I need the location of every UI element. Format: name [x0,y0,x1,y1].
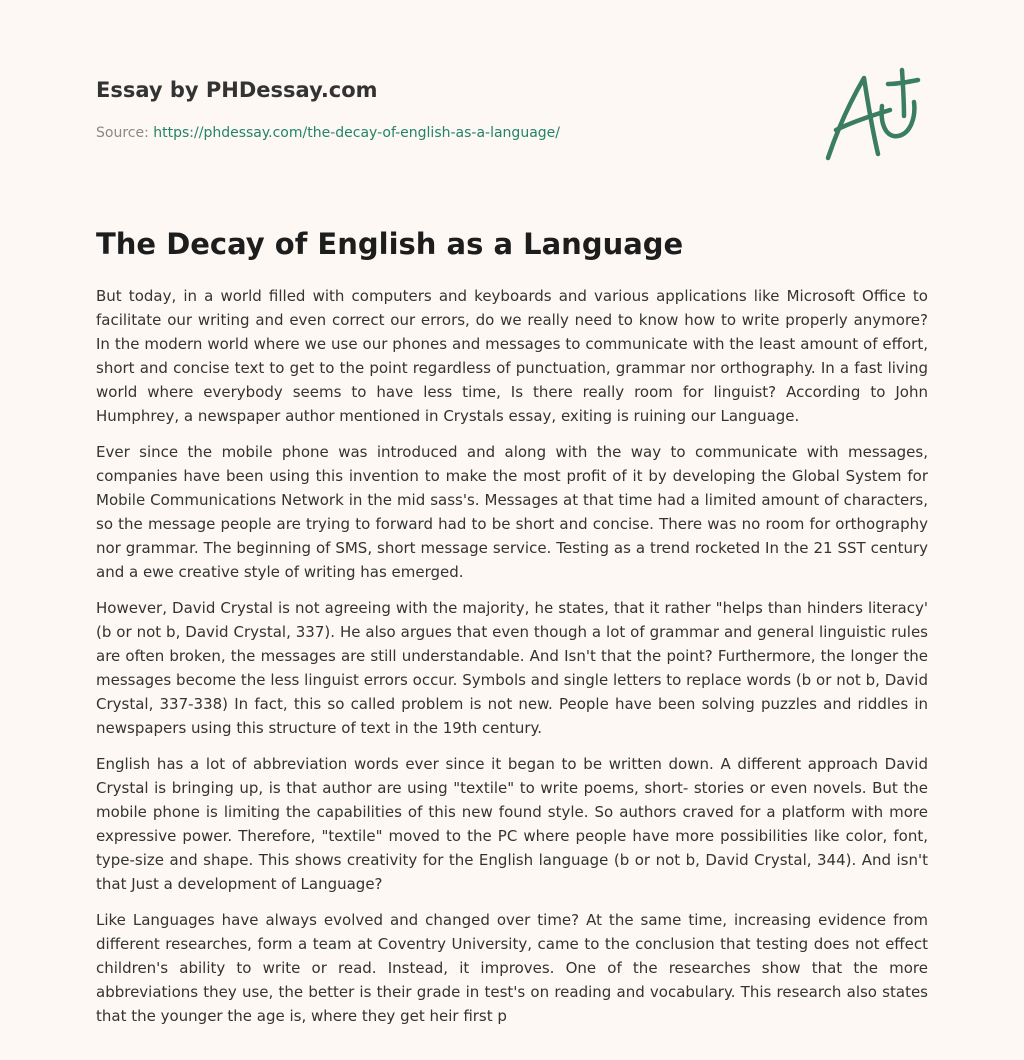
source-label: Source: [96,125,149,141]
essay-paragraph: But today, in a world filled with computers and keyboards and various applications like Microsoft Office to facilitate our writing and even correct our errors, do we really need to know how to write properly anymore? In the modern world where we use our phones and messages to communicate with the least amount of effort, short and concise text to get to the point regardless of punctuation, grammar nor orthography. In a fast living world where everybody seems to have less time, Is there really room for linguist? According to John Humphrey, a newspaper author mentioned in Crystals essay, exiting is ruining our Language. [96,287,928,425]
site-title: Essay by PHDessay.com [96,78,378,102]
a-plus-icon [822,66,932,166]
essay-title: The Decay of English as a Language [96,227,684,261]
source-link[interactable]: https://phdessay.com/the-decay-of-english-as-a-language/ [153,125,560,141]
source-line [96,124,560,142]
page-header [96,76,560,142]
essay-body [96,284,928,1060]
essay-paragraph: Like Languages have always evolved and changed over time? At the same time, increasing evidence from different researches, form a team at Coventry University, came to the conclusion that testing does not effect children's ability to write or read. Instead, it improves. One of the researches show that the more abbreviations they use, the better is their grade in test's on reading and vocabulary. This research also states that the younger the age is, where they get heir first p [96,911,928,1025]
essay-paragraph: Ever since the mobile phone was introduced and along with the way to communicate with messages, companies have been using this invention to make the most profit of it by developing the Global System for Mobile Communications Network in the mid sass's. Messages at that time had a limited amount of characters, so the message people are trying to forward had to be short and concise. There was no room for orthography nor grammar. The beginning of SMS, short message service. Testing as a trend rocketed In the 21 SST century and a ewe creative style of writing has emerged. [96,443,928,581]
essay-paragraph: English has a lot of abbreviation words ever since it began to be written down. A different approach David Crystal is bringing up, is that author are using "textile" to write poems, short- stories or even novels. But the mobile phone is limiting the capabilities of this new found style. So authors craved for a platform with more expressive power. Therefore, "textile" moved to the PC where people have more possibilities like color, font, type-size and shape. This shows creativity for the English language (b or not b, David Crystal, 344). And isn't that Just a development of Language? [96,755,928,893]
essay-paragraph: However, David Crystal is not agreeing with the majority, he states, that it rather "helps than hinders literacy' (b or not b, David Crystal, 337). He also argues that even though a lot of grammar and general linguistic rules are often broken, the messages are still understandable. And Isn't that the point? Furthermore, the longer the messages become the less linguist errors occur. Symbols and single letters to replace words (b or not b, David Crystal, 337-338) In fact, this so called problem is not new. People have been solving puzzles and riddles in newspapers using this structure of text in the 19th century. [96,599,928,737]
a-plus-grade-logo [822,66,932,166]
